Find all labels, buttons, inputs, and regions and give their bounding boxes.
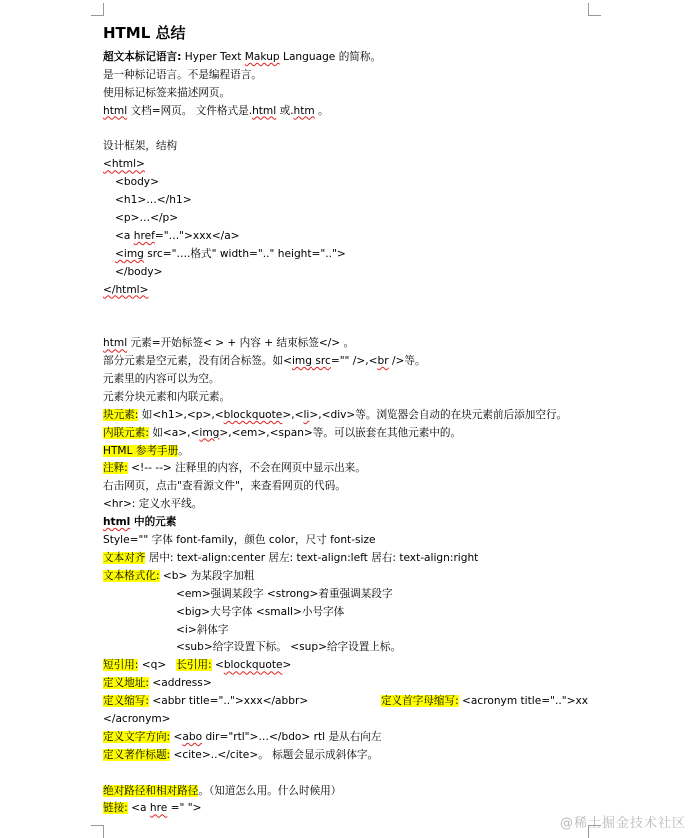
code-line: <h1>…</h1> [115,194,192,207]
text: <cite>..</cite>。 标题会显示成斜体字。 [170,748,379,761]
text: ="" />,< [330,355,378,368]
text: 元素=开始标签< > + 内容 + 结束标签</> 。 [127,337,355,350]
code-line [103,228,588,246]
text: 或. [276,104,294,117]
document-page [103,22,588,818]
text: <q> [138,659,167,672]
link-line [103,800,588,818]
text-line: <hr>: 定义水平线。 [103,498,203,511]
highlighted-label: 定义著作标题: [103,748,171,761]
watermark: @稀土掘金技术社区 [559,816,686,831]
text: 如<h1>,<p>,< [138,408,224,421]
code-line: </body> [115,265,163,278]
paths-line [103,783,588,801]
text: >,< [282,408,304,421]
crop-mark-bottom-left [91,825,104,838]
definition-text: Language 的简称。 [279,51,382,63]
code-line [103,156,588,174]
flagged-word: blockquote [223,408,283,421]
flagged-word: html [103,337,128,350]
intro-definition [103,49,588,67]
text: < [170,730,183,743]
text: />等。 [388,355,426,368]
section-heading [103,514,588,532]
flagged-word: img [291,355,312,368]
code-text: src="….格式" width=".." height=".."> [143,247,346,260]
document-title: HTML 总结 [103,24,186,42]
code-line [103,246,588,264]
flagged-word: html [103,516,131,529]
intro-line: 是一种标记语言。不是编程语言。 [103,68,262,81]
text-line: 右击网页，点击"查看源文件"，来查看网页的代码。 [103,480,346,493]
text: <!-- --> 注释里的内容，不会在网页中显示出来。 [127,462,366,475]
flagged-word: <img [115,247,144,260]
flagged-word: href [133,229,155,242]
text-format-item: <big>大号字体 <small>小号字体 [176,605,345,618]
text: <acronym title="..">xx [458,695,588,708]
term-label: 超文本标记语言: [103,51,182,63]
text: >,<em>,<span>等。可以嵌套在其他元素中的。 [219,426,462,439]
flagged-word: blockquote [223,659,283,672]
structure-heading: 设计框架，结构 [103,140,178,153]
flagged-word: html [252,104,277,117]
text: 居中: text-align:center 居左: text-align:left 居右: text-align:right [145,551,479,564]
code-text: </html> [103,283,149,296]
code-line: <body> [115,176,159,189]
text: 中的元素 [130,516,177,529]
blank-line [103,317,588,335]
code-line: <p>…</p> [115,212,179,225]
flagged-word: htm [293,104,315,117]
highlighted-label: 定义缩写: [103,695,149,708]
text: 。（知道怎么用。什么时候用） [198,784,342,797]
direction-line [103,729,588,747]
inline-elements-line [103,425,588,443]
highlighted-label: 内联元素: [103,426,149,439]
blank-line [103,765,588,783]
acronym-close-line: </acronym> [103,712,171,725]
text: < [211,659,224,672]
text: >,<div>等。浏览器会自动的在块元素前后添加空行。 [309,408,568,421]
code-text: ="…">xxx</a> [154,229,240,242]
code-text: <html> [103,158,145,171]
text-line: 元素分块元素和内联元素。 [103,390,231,403]
highlighted-label: 定义地址: [103,677,149,690]
acronym-group [381,693,588,711]
text: <address> [148,677,212,690]
text: 文档=网页。 文件格式是. [127,104,253,117]
abbr-line [103,693,588,711]
highlighted-label: 块元素: [103,408,139,421]
quote-line [103,657,588,675]
code-text: <a [115,229,134,242]
address-line [103,675,588,693]
highlighted-label: 定义首字母缩写: [380,695,459,708]
flagged-word: img [199,426,220,439]
text-line: 元素里的内容可以为空。 [103,373,220,386]
flagged-word: src [311,355,331,368]
highlighted-label: 长引用: [176,659,212,672]
cite-line [103,747,588,765]
flagged-word: hre [149,802,168,815]
definition-text: Hyper Text [181,51,245,63]
block-elements-line [103,407,588,425]
text: 。 [178,444,189,457]
text-align-line [103,550,588,568]
flagged-word: br [377,355,389,368]
text: dir="rtl">…</bdo> rtl 是从右向左 [202,730,382,743]
comment-line [103,460,588,478]
style-line: Style="" 字体 font-family，颜色 color，尺寸 font-size [103,534,376,547]
text: <b> 为某段字加粗 [159,569,255,582]
text: 部分元素是空元素，没有闭合标签。如< [103,355,292,368]
flagged-word: abo [182,730,203,743]
crop-mark-top-left [91,3,104,16]
intro-line: 使用标记标签来描述网页。 [103,86,231,99]
text-format-item: <em>强调某段字 <strong>着重强调某段字 [176,587,393,600]
blank-line [103,121,588,139]
intro-file-format [103,103,588,121]
misspelled-word: Makup [244,51,280,63]
highlighted-label: 链接: [103,802,128,815]
text-format-line [103,568,588,586]
highlighted-label: HTML 参考手册 [103,444,179,457]
highlighted-label: 文本对齐 [103,551,146,564]
highlighted-label: 短引用: [103,659,139,672]
text: =" "> [167,802,202,815]
abbr-group [103,693,308,711]
reference-manual-line [103,443,588,461]
flagged-word: li [303,408,310,421]
text-format-item: <sub>给字设置下标。 <sup>给字设置上标。 [176,641,402,654]
blank-line [103,299,588,317]
highlighted-label: 定义文字方向: [103,730,171,743]
text-format-item: <i>斜体字 [176,623,229,636]
crop-mark-top-right [588,3,601,16]
text: 。 [314,104,329,117]
text: <abbr title="..">xxx</abbr> [148,695,309,708]
empty-elements-line [103,353,588,371]
text: > [282,659,292,672]
highlighted-label: 绝对路径和相对路径 [103,784,199,797]
text: <a [127,802,150,815]
highlighted-label: 注释: [103,462,128,475]
text: 如<a>,< [148,426,200,439]
flagged-word: html [103,104,128,117]
code-line [103,282,588,300]
element-definition [103,335,588,353]
highlighted-label: 文本格式化: [103,569,160,582]
